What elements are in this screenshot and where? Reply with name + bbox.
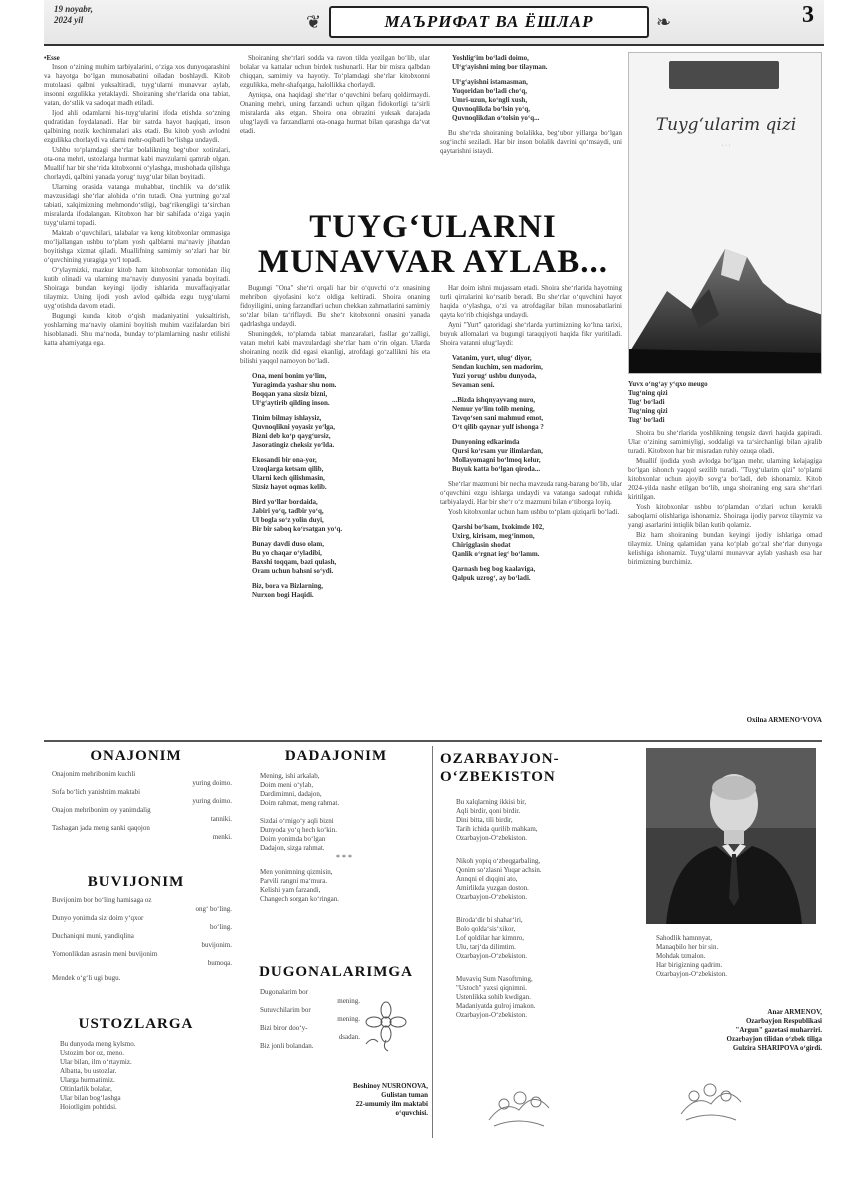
caption-line: Tug‘ bo‘ladi: [628, 398, 665, 406]
author-line: Beshinoy NUSRONOVA,: [353, 1082, 428, 1090]
poem-dadajonim: [260, 772, 428, 904]
author-line: "Argun" gazetasi muharriri.: [735, 1026, 822, 1034]
verse-line: Ular bilan bog‘lashga: [60, 1094, 121, 1102]
verse-line: Lof qoldilar har kimnro,: [456, 934, 525, 942]
column-divider: [432, 746, 433, 1138]
issue-date-line1: 19 noyabr,: [54, 4, 94, 14]
verse-line: Mohdak tzmalon.: [656, 952, 706, 960]
verse-line: Doim rahmat, meng rahmat.: [260, 799, 340, 807]
verse-line: Bizi biror doo‘y-: [260, 1024, 308, 1032]
verse-line: Ulu, tarj‘da dilimtim.: [456, 943, 516, 951]
verse-line: Dardimimni, dadajon,: [260, 790, 322, 798]
verse-line: Ustenlikka sohib kwdigan.: [456, 993, 531, 1001]
poem-ustozlarga: [60, 1040, 230, 1112]
poem-dugonalarimga: [260, 988, 360, 1051]
verse-line: Dugonalarim bor: [260, 988, 309, 996]
poem-title-ozarbayjon: [440, 750, 636, 786]
article-column-2-bottom: Bugungi "Ona" she‘ri orqali har bir o‘quvchi o‘z onasining mehribon qiyofasini ko‘z oldiga keltiradi. Shoira onaning fidoyiligini, uning farzandlari uchun chekkan zahmatlarini samimiy so‘zlar bilan ta‘riflaydi. Bu she‘r kitobxonni onasini yanada qadrlashga undaydi. Shuningdek, to‘plamda tabiat manzaralari, fasllar go‘zalligi, vatan mehri kabi mavzulardagi she‘rlar ham o‘rin olgan. Ularda shoiraning nozik did egasi ekanligi, atrofdagi go‘zallikni his eta bilishi yaqqol namoyon bo‘ladi. Ona, meni bonim yo‘lim, Yuragimda yashar shu nom. Boqqan yana sizsiz bizni, Ul‘g‘aytirib qilding inson. Tinim bilmay ishlaysiz, Quvnoqlikni yoyasiz yo‘lga, Bizni deb ko‘p qayg‘ursiz, Jasoratingiz cheksiz yo‘lda. Ekosandi bir ona-yor, Uzoqlarga ketsam qilib, Ularni kech qilishmasin, Sizsiz hayot oqmas kelib. Bird yo‘llar bordaida, Jabiri yo‘q, tadbir yo‘q, Ul bogla so‘z yolin duyi, Bir bir saboq ko‘rsatgan yo‘q. Bunay davdi duso olam, Bu yo chaqar o‘yladibi, Baxshi toqqam, bazi qulash, Oram uchun bahsni so‘ydi. Biz, bora va Bizlarning, Nurxon bogi Haqidi.: [240, 284, 430, 599]
article-author: Oxilna ARMENO‘VOVA: [746, 716, 822, 724]
verse-line: Manaqbilo her bir sin.: [656, 943, 719, 951]
flower-ornament-icon: [358, 996, 414, 1052]
verse-line: Parvili rangni ma‘mura.: [260, 877, 328, 885]
verse-line: yuring doimo.: [192, 779, 232, 787]
verse-line: menki.: [212, 833, 232, 841]
page-number: 3: [802, 2, 814, 28]
ornament-left-icon: ❦: [306, 12, 322, 32]
author-line: Anar ARMENOV,: [767, 1008, 822, 1016]
verse-line: Duchaniqni muni, yandiqlina: [52, 932, 134, 940]
poem-author-ozarbayjon: [640, 1008, 822, 1053]
verse-line: Nikoh yopiq o‘zbeqgarbaling,: [456, 857, 541, 865]
verse-line: mening.: [337, 997, 360, 1005]
author-line: Ozarbayjon tilidan o‘zbek tiliga: [726, 1035, 822, 1043]
verse-line: Ozarbayjon-O‘zbekiston.: [456, 952, 527, 960]
verse-line: Sofa bo‘lich yanishtim maktabi: [52, 788, 141, 796]
author-line: Ozarbayjon Respublikasi: [745, 1017, 822, 1025]
verse-line: Dadajon, sizga rahmat.: [260, 844, 325, 852]
poem-title-ustozlarga: USTOZLARGA: [78, 1016, 194, 1032]
verse-line: Changech sorgan ko‘ringan.: [260, 895, 339, 903]
portrait-illustration: [646, 748, 816, 924]
verse-line: yuring doimo.: [192, 797, 232, 805]
article-column-2-top: Shoiraning she‘rlari sodda va ravon tilda yozilgan bo‘lib, ular bolalar va kattalar uchun birdek tushunarli. Har bir misra qalbdan chiqqan, samimiy va hayotiy. To‘plamdagi she‘rlar kitobxonni ezgulikka, mehr-shafqatga, halollikka chorlaydi. Ayniqsa, ona haqidagi she‘rlar o‘quvchini befarq qoldirmaydi. Onaning mehri, uning farzandi uchun qilgan fidokorligi ta‘sirli misralarda aks etgan. Shoira ona obrazini yuksak darajada ulug‘laydi va farzandlarni ota-onaga hurmat bilan qarashga da‘vat etadi.: [240, 54, 430, 135]
author-line: Gulzira SHARIPOVA o‘girdi.: [732, 1044, 822, 1052]
article-label: •Esse: [44, 54, 60, 62]
section-divider: [44, 740, 822, 742]
verse-line: Onajon mehribonim oy yanimdalig: [52, 806, 151, 814]
verse-line: Tashagan jada meng sanki qaqojon: [52, 824, 150, 832]
verse-line: bo‘ling.: [210, 923, 232, 931]
poem-buvijonim: [52, 896, 232, 983]
article-column-1: •Esse Inson o‘zining muhim tarbiyalarini, o‘ziga xos dunyoqarashini va hayotga bo‘lgan munosabatini oiladan boshlaydi. Kitob mutolaasi qalbni yuksaltiradi, tuyg‘ularni munavvar aylab, insonni ezgulikka yetaklaydi. Shoiraning she‘rlarida ona tabiat, vatan, do‘stlik va sadoqat madh etiladi. Ijod ahli odamlarni his-tuyg‘ularini ifoda etishda so‘zning qudratidan foydalanadi. Har bir satrda hayot haqiqati, inson qalbining nozik kechinmalari aks etadi. Bu kitob yosh avlodni ezgulikka chorlaydi va ularni mehr-oqibatli bo‘lishga undaydi. Ushbu to‘plamdagi she‘rlar bolalikning beg‘ubor xotiralari, ota-ona mehri, ustozlarga hurmat kabi mavzularni qamrab olgan. Muallif har bir she‘rida kitobxonni o‘ylashga, mushohada qilishga chorlaydi, qalbini yanada yorug‘ tuyg‘ular bilan boyitadi. Ularning orasida vatanga muhabbat, tinchlik va do‘stlik mavzusidagi she‘rlar alohida o‘rin tutadi. Ona yurtning go‘zal tabiati, xalqimizning mehmondo‘stligi, bag‘rikengligi ta‘sirchan misralarda ifodalangan. Kitobxon har bir sahifada o‘ziga yaqin tuyg‘ularni topadi. Maktab o‘quvchilari, talabalar va keng kitobxonlar ommasiga mo‘ljallangan ushbu to‘plam yosh qalblarni ma‘naviy jihatdan boyitishga xizmat qiladi. Muallifning samimiy so‘zlari har bir o‘quvchining yuragiga yo‘l topadi. O‘ylaymizki, mazkur kitob ham kitobxonlar tomonidan iliq kutib olinadi va ularning ma‘naviy dunyosini yanada boyitadi. Shoiraga bundan keyingi ijodiy ishlarida muvaffaqiyatlar tilaymiz. Uning ijodi yosh avlod qalbida ezgu tuyg‘ularni uyg‘otishda davom etadi. Bugungi kunda kitob o‘qish madaniyatini yuksaltirish, yoshlarning ma‘naviy olamini boyitish muhim vazifalardan biri hisoblanadi. Shu ma‘noda, bunday to‘plamlarning nashr etilishi katta ahamiyatga ega.: [44, 54, 230, 347]
book-cover-image: [628, 52, 822, 374]
verse-line: Ular bilan, ilm o‘rtaymiz.: [60, 1058, 132, 1066]
verse-line: Qonim so‘zlasni Yuqar achsin.: [456, 866, 542, 874]
verse-line: Madaniyatda gulroj imakon.: [456, 1002, 536, 1010]
article-column-3-top: Yoshlig‘im bo‘ladi doimo, Ul‘g‘ayishni ming bor tilayman. Ul‘g‘ayishni istamasman, Yuqoridan bo‘ladi cho‘q, Umri-uzun, ko‘ngli xush, Quvnoqlikda bo‘lsin yo‘q, Quvnoqlikdan o‘tolsin yo‘q... Bu she‘rda shoiraning bolalikka, beg‘ubor yillarga bo‘lgan sog‘inchi seziladi. Har bir inson bolalik davrini qo‘msaydi, uni qaytarishni istaydi.: [440, 54, 622, 155]
headline-line2: MUNAVVAR AYLAB...: [257, 244, 609, 280]
verse-line: tanniki.: [210, 815, 232, 823]
verse-line: Mening, ishi arkalab,: [260, 772, 320, 780]
poem-ozarbayjon: [456, 798, 636, 1020]
verse-line: Sizdai o‘rnigo‘y aqli bizni: [260, 817, 334, 825]
title-line: O‘ZBEKISTON: [440, 769, 556, 785]
poem-onajonim: [52, 770, 232, 842]
verse-line: Aqli birdir, qoni birdir.: [456, 807, 521, 815]
verse-line: buvijonim.: [201, 941, 232, 949]
poem-title-dadajonim: DADAJONIM: [284, 748, 388, 764]
poem-title-buvijonim: BUVIJONIM: [87, 874, 185, 890]
poem-title-dugonalarimga: DUGONALARIMGA: [259, 964, 413, 980]
author-line: 22-umumiy ilm maktabi: [355, 1100, 428, 1108]
caption-line: Yuvx o‘ng‘ay y‘qxo meugo: [628, 380, 708, 388]
verse-line: Buvijonim bor bo‘ling hamisaga oz: [52, 896, 152, 904]
page-header: [44, 0, 824, 46]
verse-line: Bolo qolda‘sis‘xikor,: [456, 925, 516, 933]
photo-caption-poem: [656, 934, 816, 979]
flower-ornament-icon: [676, 1074, 746, 1124]
stanza-separator: * * *: [336, 853, 352, 862]
verse-line: Mendek o‘g‘li ugi bugu.: [52, 974, 121, 982]
issue-date-line2: 2024 yil: [54, 15, 84, 25]
poem-author-dugonalarimga: [244, 1082, 428, 1118]
verse-line: Dunyoda yo‘q hech ko‘kin.: [260, 826, 337, 834]
verse-line: Muvaviq Sum Nasoftrning,: [456, 975, 533, 983]
mountain-illustration: [629, 53, 822, 374]
book-cover-subtitle: · · ·: [721, 143, 731, 149]
verse-line: Ozarbayjon-O‘zbekiston.: [456, 893, 527, 901]
headline-line1: TUYG‘ULARNI: [309, 209, 557, 245]
verse-line: Annqni el diqqini ato,: [456, 875, 518, 883]
title-line: OZARBAYJON-: [440, 751, 560, 767]
author-photo: [646, 748, 816, 924]
author-line: Gulistan tuman: [381, 1091, 428, 1099]
verse-line: Bu dunyoda meng kylsmo.: [60, 1040, 136, 1048]
verse-line: Kelishi yam farzandi,: [260, 886, 321, 894]
author-line: o‘quvchisi.: [395, 1109, 428, 1117]
poem-title-onajonim: ONAJONIM: [90, 748, 182, 764]
verse-line: Bu xalqlarning ikkisi bir,: [456, 798, 527, 806]
verse-line: Doim meni o‘ylab,: [260, 781, 314, 789]
caption-line: Tug‘ning qizi: [628, 407, 668, 415]
caption-line: Tug‘ bo‘ladi: [628, 416, 665, 424]
verse-line: Dini bitta, tili birdir,: [456, 816, 513, 824]
verse-line: Sahodlik hamnnyat,: [656, 934, 712, 942]
verse-line: ong‘ bo‘ling.: [195, 905, 232, 913]
verse-line: Har birigizning qadrim.: [656, 961, 723, 969]
verse-line: Doim yonimda bo‘lgan: [260, 835, 326, 843]
verse-line: Ozarbayjon-O‘zbekiston.: [456, 834, 527, 842]
verse-line: Ularga hurmatimiz.: [60, 1076, 115, 1084]
verse-line: Onajonim mehribonim kuchli: [52, 770, 136, 778]
verse-line: Men yonimning qizmisin,: [260, 868, 333, 876]
book-cover-title: Tuyg‘ularim qizi: [655, 115, 797, 135]
verse-line: Ozarbayjon-O‘zbekiston.: [456, 1011, 527, 1019]
verse-line: Albatta, bu ustozlar.: [60, 1067, 117, 1075]
verse-line: bumoqa.: [207, 959, 232, 967]
issue-date: [54, 4, 93, 26]
verse-line: Yomonlikdan asrasin meni buvijonim: [52, 950, 158, 958]
verse-line: Ustozim bor oz, meno.: [60, 1049, 124, 1057]
section-title: МАЪРИФАТ ВА ЁШЛАР: [329, 6, 649, 38]
verse-line: Dunyo yonimda siz doim y‘qxor: [52, 914, 144, 922]
verse-line: "Ustoch" yaxsi qiqnimni.: [456, 984, 527, 992]
verse-line: Sutuvchilarim bor: [260, 1006, 311, 1014]
verse-line: Oltinlarlik bolalar,: [60, 1085, 112, 1093]
verse-line: Hoiotligim pohtidsi.: [60, 1103, 117, 1111]
article-column-3-bottom: Har doim ishni mujassam etadi. Shoira she‘rlarida hayotning turli qirralarini ko‘rsatib beradi. Bu she‘rlar o‘quvchini hayot haqida o‘ylashga, o‘zi va atrofdagilar bilan munosabatlarini qayta ko‘rib chiqishga undaydi. Ayni "Yurt" qatoridagi she‘rlarda yurtimizning ko‘hna tarixi, buyuk allomalari va bugungi taraqqiyoti haqida fikr yuritiladi. Shoira vatanni ulug‘laydi: Vatanim, yurt, ulug‘ diyor, Sendan kuchim, sen madorim, Yuzi yorug‘ ushbu dunyoda, Sevaman seni. ...Bizda ishqnyayvang nuro, Nemur yo‘lim tolib mening, Tavqo‘sen sani mahmud emot, O‘t qilib qaynar yulf ishonga ? Dunyoning edkarimda Qursi ko‘rsam yur ilimlardan, Mollayomagni bo‘lmoq kelur, Buyuk katta bo‘lgan qiroda... She‘rlar mazmuni bir necha mavzuda rang-barang bo‘lib, ular o‘quvchini ezgu ishlarga undaydi va vatanga sadoqat ruhida tarbiyalaydi. Har bir she‘r o‘z mazmuni bilan e‘tiborga loyiq. Yosh kitobxonlar uchun ham ushbu to‘plam qiziqarli bo‘ladi. Qarshi bo‘lsam, Ixokimde 102, Uxirg, kirisam, meg‘inmon, Chirigglasin shodat Qanlik o‘rgnat ieg‘ bo‘lamm. Qarnash beg bog kaalaviga, Qalpuk uzrog‘, ay bo‘ladi.: [440, 284, 622, 582]
verse-line: mening.: [337, 1015, 360, 1023]
flower-ornament-icon: [484, 1080, 554, 1130]
ornament-right-icon: ❧: [656, 12, 672, 32]
caption-line: Tug‘ning qizi: [628, 389, 668, 397]
verse-line: Biroda‘dir bi shahar‘iri,: [456, 916, 523, 924]
verse-line: Tarih ichida qurilib mahkam,: [456, 825, 538, 833]
verse-line: Amirlikda yuzgan doston.: [456, 884, 529, 892]
article-headline: [238, 210, 628, 280]
verse-line: Biz jonli bolandan.: [260, 1042, 314, 1050]
article-column-4: Yuvx o‘ng‘ay y‘qxo meugo Tug‘ning qizi Tug‘ bo‘ladi Tug‘ning qizi Tug‘ bo‘ladi Shoira bu she‘rlarida yoshlikning tengsiz davri haqida gapiradi. Ular o‘zining samimiyligi, soddaligi va ta‘sirchanligi bilan ajralib turadi. Kitobxon har bir misradan ruhiy ozuqa oladi. Muallif ijodida yosh avlodga bo‘lgan mehr, ularning kelajagiga bo‘lgan ishonch yaqqol sezilib turadi. "Tuyg‘ularim qizi" to‘plami kitobxonlar uchun ajoyib sovg‘a bo‘ladi, deb ishonamiz. Kitob 2024-yilda nashr etilgan bo‘lib, unga shoiraning eng sara she‘rlari kiritilgan. Yosh kitobxonlar ushbu to‘plamdan o‘zlari uchun kerakli saboqlarni olishlariga ishonamiz. Shoiraga ijodiy parvoz tilaymiz va yangi asarlarini intiqlik bilan kutib qolamiz. Biz ham shoiraning bundan keyingi ijodiy ishlariga omad tilaymiz. Uning qalamidan yana ko‘plab go‘zal she‘rlar dunyoga kelishiga ishonamiz. Tuyg‘ularni munavvar aylab yashash esa har birimizning burchimiz.: [628, 380, 822, 566]
verse-line: Ozarbayjon-O‘zbekiston.: [656, 970, 727, 978]
verse-line: dsadan.: [338, 1033, 360, 1041]
